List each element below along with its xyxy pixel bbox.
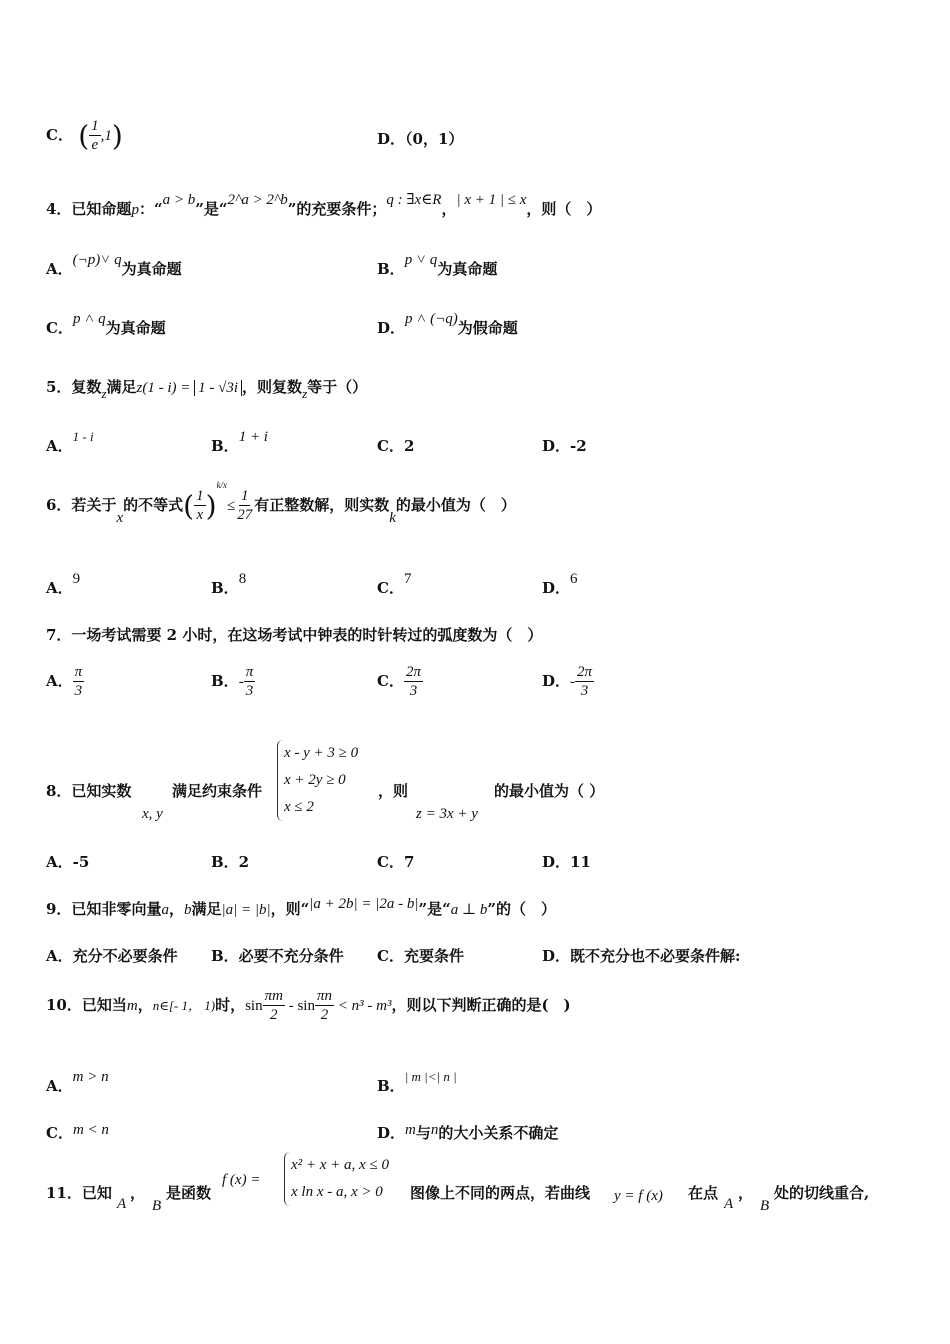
q6-option-a[interactable]: A．9	[46, 571, 81, 597]
q5-option-a[interactable]: A．1 - i	[46, 429, 94, 455]
q10-option-a[interactable]: A．m > n	[46, 1069, 109, 1095]
q8-option-b[interactable]: B．2	[211, 853, 250, 871]
question-8-lead: 8．已知实数	[46, 782, 132, 800]
q8-constraints: x - y + 3 ≥ 0 x + 2y ≥ 0 x ≤ 2	[277, 740, 358, 821]
question-7: 7．一场考试需要 2 小时，在这场考试中钟表的时针转过的弧度数为（ ）	[46, 626, 543, 644]
q6-option-c[interactable]: C．7	[377, 571, 412, 597]
q8-variables: x, y	[142, 806, 163, 822]
q11-point-a2: A	[724, 1196, 734, 1212]
q11-tangent: 处的切线重合,	[774, 1184, 870, 1202]
q3-option-c[interactable]: C． ( $\frac{1}{e}$ ,1)	[46, 118, 123, 153]
q8-option-c[interactable]: C．7	[377, 853, 415, 871]
q11-at-point: 在点	[688, 1184, 719, 1202]
q6-option-d[interactable]: D．6	[542, 571, 578, 597]
question-5: 5．复数z满足z(1 - i) = 1 - √3i ，则复数z等于（）	[46, 378, 368, 401]
q8-objective: z = 3x + y	[416, 806, 478, 822]
q5-option-d[interactable]: D．-2	[542, 437, 587, 455]
q5-option-b[interactable]: B．1 + i	[211, 429, 268, 455]
q8-then: ，则	[378, 782, 409, 800]
q8-constraint-label: 满足约束条件	[172, 782, 263, 800]
question-4: 4．已知命题p：“a > b”是“2^a > 2^b”的充要条件；q : ∃x∈R，| x + 1 | ≤ x，则（ ）	[46, 192, 602, 218]
q11-point-b2: B	[760, 1198, 770, 1214]
question-10: 10．已知当m，n∈[- 1， 1)时，sin $\frac{\pi m}{2}$ - sin $\frac{\pi n}{2}$ < n³ - m³，则以下判断正确的是( )	[46, 988, 571, 1023]
q11-func: f (x) =	[222, 1172, 261, 1188]
q9-option-d[interactable]: D．既不充分也不必要条件解:	[542, 947, 741, 965]
q7-option-b[interactable]: B．- $\frac{\pi}{3}$	[211, 664, 254, 699]
q10-option-c[interactable]: C．m < n	[46, 1122, 109, 1142]
q4-option-c[interactable]: C．p ˄ q为真命题	[46, 311, 166, 337]
q8-option-a[interactable]: A．-5	[46, 853, 90, 871]
q5-option-c[interactable]: C．2	[377, 437, 415, 455]
q11-comma2: ，	[738, 1184, 754, 1202]
question-9: 9．已知非零向量a，b满足|a| = |b|，则“|a + 2b| = |2a - b|”是“a ⊥ b”的（ ）	[46, 896, 556, 918]
q9-option-b[interactable]: B．必要不充分条件	[211, 947, 344, 965]
question-11-lead: 11．已知	[46, 1184, 112, 1202]
q11-point-a: A	[117, 1196, 127, 1212]
q7-option-a[interactable]: A． $\frac{\pi}{3}$	[46, 664, 83, 699]
q3-option-d[interactable]: D．（0，1）	[377, 130, 464, 148]
q9-option-c[interactable]: C．充要条件	[377, 947, 464, 965]
q11-point-b: B	[152, 1198, 162, 1214]
q4-option-a[interactable]: A．(¬p)˅ q为真命题	[46, 252, 182, 278]
q11-func-label: 是函数	[166, 1184, 212, 1202]
question-6: 6．若关于x的不等式( $\frac{1}{x}$ )$^{k/x}$≤ $\frac{1}{27}$ 有正整数解，则实数k的最小值为（ ）	[46, 479, 516, 526]
q10-option-d[interactable]: D．m与n的大小关系不确定	[377, 1122, 559, 1142]
q8-option-d[interactable]: D．11	[542, 853, 591, 871]
q7-option-d[interactable]: D．- $\frac{2\pi}{3}$	[542, 664, 593, 699]
q4-option-d[interactable]: D．p ˄ (¬q)为假命题	[377, 311, 518, 337]
q11-cases: x² + x + a, x ≤ 0 x ln x - a, x > 0	[284, 1152, 389, 1206]
q4-option-b[interactable]: B．p ˅ q为真命题	[377, 252, 498, 278]
q6-option-b[interactable]: B．8	[211, 571, 247, 597]
q7-option-c[interactable]: C． $\frac{2\pi}{3}$	[377, 664, 421, 699]
q9-option-a[interactable]: A．充分不必要条件	[46, 947, 178, 965]
q8-ask: 的最小值为（ ）	[494, 782, 605, 800]
q11-curve: y = f (x)	[614, 1188, 663, 1204]
q11-text: 图像上不同的两点，若曲线	[410, 1184, 591, 1202]
q10-option-b[interactable]: B．| m |<| n |	[377, 1069, 457, 1095]
q11-comma: ，	[130, 1184, 146, 1202]
